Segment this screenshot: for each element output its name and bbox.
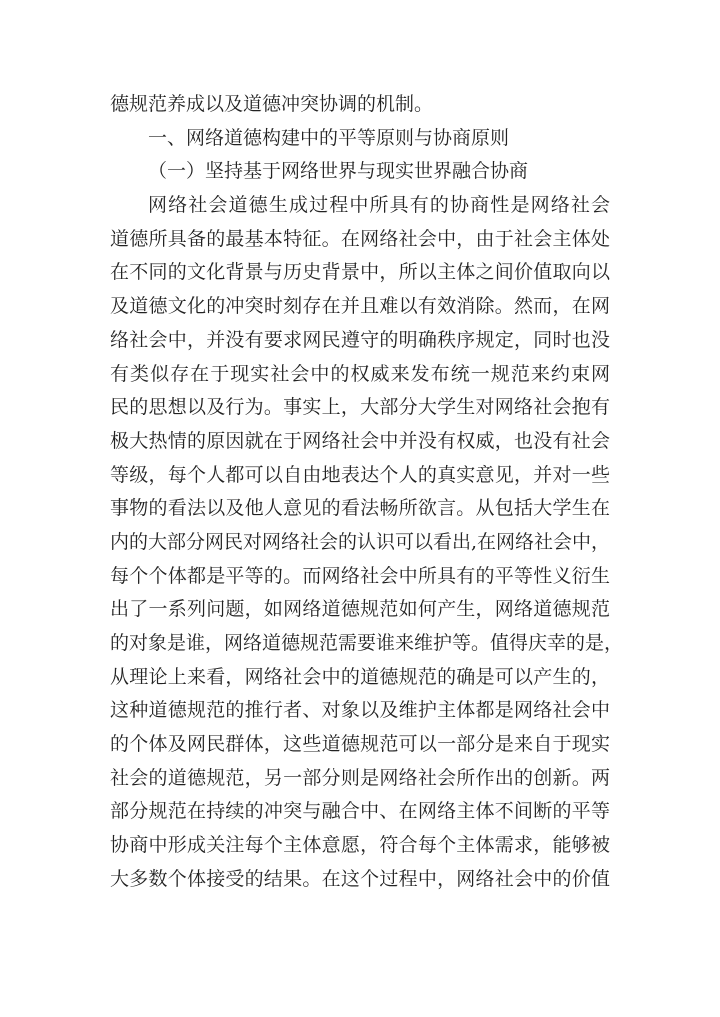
paragraph-line: 德规范养成以及道德冲突协调的机制。 xyxy=(110,93,434,115)
paragraph-line: 社会的道德规范，另一部分则是网络社会所作出的创新。两 xyxy=(110,766,610,789)
paragraph-line: 出了一系列问题，如网络道德规范如何产生，网络道德规范 xyxy=(110,598,610,621)
body-text xyxy=(110,88,624,897)
paragraph-line: 每个个体都是平等的。而网络社会中所具有的平等性义衍生 xyxy=(110,564,610,587)
paragraph-line: 从理论上来看，网络社会中的道德规范的确是可以产生的， xyxy=(110,665,610,688)
paragraph-line: 协商中形成关注每个主体意愿，符合每个主体需求，能够被 xyxy=(110,834,610,857)
paragraph-line: 内的大部分网民对网络社会的认识可以看出,在网络社会中， xyxy=(110,530,611,553)
paragraph-line: 网络社会道德生成过程中所具有的协商性是网络社会 xyxy=(148,194,610,217)
paragraph-line: 的对象是谁，网络道德规范需要谁来维护等。值得庆幸的是， xyxy=(110,632,624,654)
paragraph-line: 道德所具备的最基本特征。在网络社会中，由于社会主体处 xyxy=(110,227,610,250)
paragraph-line: 有类似存在于现实社会中的权威来发布统一规范来约束网 xyxy=(110,362,610,385)
paragraph-line: 事物的看法以及他人意见的看法畅所欲言。从包括大学生在 xyxy=(110,497,610,520)
paragraph-line: 及道德文化的冲突时刻存在并且难以有效消除。然而，在网 xyxy=(110,295,610,318)
section-heading: 一、网络道德构建中的平等原则与协商原则 xyxy=(148,126,510,149)
paragraph-line: 部分规范在持续的冲突与融合中、在网络主体不间断的平等 xyxy=(110,800,610,823)
paragraph-line: 在不同的文化背景与历史背景中，所以主体之间价值取向以 xyxy=(110,261,610,284)
paragraph-line: 极大热情的原因就在于网络社会中并没有权威，也没有社会 xyxy=(110,429,610,452)
subsection-heading: （一）坚持基于网络世界与现实世界融合协商 xyxy=(148,160,529,183)
paragraph-line: 大多数个体接受的结果。在这个过程中，网络社会中的价值 xyxy=(110,867,610,890)
paragraph-line: 这种道德规范的推行者、对象以及维护主体都是网络社会中 xyxy=(110,699,610,722)
paragraph-line: 的个体及网民群体，这些道德规范可以一部分是来自于现实 xyxy=(110,733,610,756)
paragraph-line: 民的思想以及行为。事实上，大部分大学生对网络社会抱有 xyxy=(110,396,610,419)
paragraph-line: 等级，每个人都可以自由地表达个人的真实意见，并对一些 xyxy=(110,463,610,486)
paragraph-line: 络社会中，并没有要求网民遵守的明确秩序规定，同时也没 xyxy=(110,328,610,351)
